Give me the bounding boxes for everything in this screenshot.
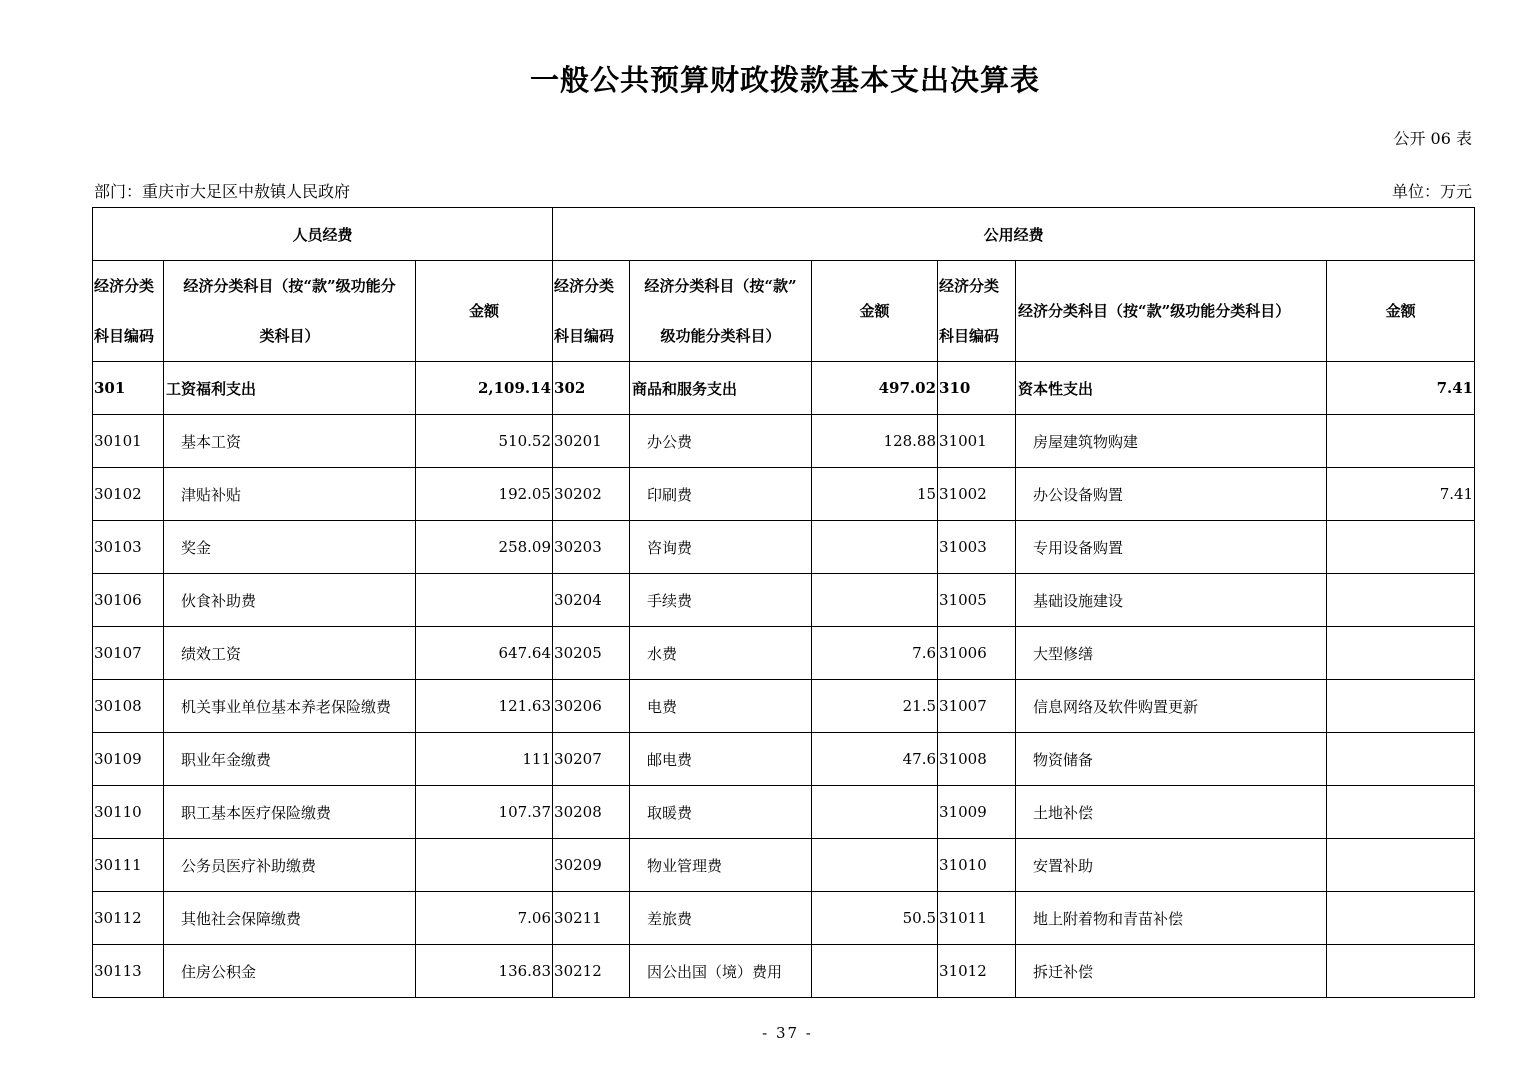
goods-services-name-cell: 邮电费 xyxy=(630,733,812,786)
table-number: 公开 06 表 xyxy=(1393,129,1472,148)
goods-services-amount-cell: 15 xyxy=(812,468,938,521)
capital-amount-cell xyxy=(1327,574,1475,627)
capital-name-cell: 资本性支出 xyxy=(1016,362,1327,415)
goods-services-amount-cell xyxy=(812,786,938,839)
personnel-name-cell: 奖金 xyxy=(164,521,416,574)
goods-services-amount-cell xyxy=(812,839,938,892)
goods-services-name-cell: 物业管理费 xyxy=(630,839,812,892)
capital-amount-cell xyxy=(1327,733,1475,786)
personnel-code-cell: 30106 xyxy=(93,574,164,627)
goods-services-name-cell: 咨询费 xyxy=(630,521,812,574)
amount-header-3: 金额 xyxy=(1327,261,1475,362)
personnel-code-cell: 30111 xyxy=(93,839,164,892)
capital-amount-cell xyxy=(1327,415,1475,468)
goods-services-amount-cell: 7.6 xyxy=(812,627,938,680)
personnel-amount-cell: 258.09 xyxy=(416,521,553,574)
capital-code-cell: 31005 xyxy=(938,574,1016,627)
table-row xyxy=(93,468,1475,521)
goods-services-code-cell: 30201 xyxy=(553,415,630,468)
personnel-amount-cell: 647.64 xyxy=(416,627,553,680)
code-header-line1: 经济分类 xyxy=(94,277,155,295)
capital-amount-cell: 7.41 xyxy=(1327,362,1475,415)
name-header-1 xyxy=(164,261,416,362)
name-header-2 xyxy=(630,261,812,362)
capital-code-cell: 31008 xyxy=(938,733,1016,786)
table-row xyxy=(93,839,1475,892)
goods-services-name-cell: 因公出国（境）费用 xyxy=(630,945,812,998)
personnel-amount-cell: 192.05 xyxy=(416,468,553,521)
personnel-name-cell: 津贴补贴 xyxy=(164,468,416,521)
capital-amount-cell xyxy=(1327,892,1475,945)
goods-services-code-cell: 30212 xyxy=(553,945,630,998)
personnel-code-cell: 30102 xyxy=(93,468,164,521)
code-header-line2: 科目编码 xyxy=(554,327,615,345)
goods-services-amount-cell xyxy=(812,521,938,574)
goods-services-name-cell: 水费 xyxy=(630,627,812,680)
code-header-line2: 科目编码 xyxy=(939,327,1000,345)
page-number: - 37 - xyxy=(762,1024,813,1042)
table-row xyxy=(93,786,1475,839)
personnel-code-cell: 30103 xyxy=(93,521,164,574)
capital-name-cell: 土地补偿 xyxy=(1016,786,1327,839)
name-header-2-line2: 级功能分类科目） xyxy=(660,327,781,345)
table-row xyxy=(93,415,1475,468)
goods-services-code-cell: 30209 xyxy=(553,839,630,892)
goods-services-name-cell: 取暖费 xyxy=(630,786,812,839)
personnel-name-cell: 公务员医疗补助缴费 xyxy=(164,839,416,892)
personnel-code-cell: 30112 xyxy=(93,892,164,945)
public-expense-header: 公用经费 xyxy=(553,208,1475,261)
goods-services-code-cell: 302 xyxy=(553,362,630,415)
capital-code-cell: 310 xyxy=(938,362,1016,415)
code-header-2 xyxy=(553,261,630,362)
capital-amount-cell xyxy=(1327,627,1475,680)
goods-services-amount-cell: 21.5 xyxy=(812,680,938,733)
capital-code-cell: 31003 xyxy=(938,521,1016,574)
goods-services-amount-cell xyxy=(812,574,938,627)
capital-code-cell: 31006 xyxy=(938,627,1016,680)
amount-header-1: 金额 xyxy=(416,261,553,362)
personnel-name-cell: 绩效工资 xyxy=(164,627,416,680)
page-title: 一般公共预算财政拨款基本支出决算表 xyxy=(529,63,1040,97)
capital-name-cell: 地上附着物和青苗补偿 xyxy=(1016,892,1327,945)
goods-services-code-cell: 30207 xyxy=(553,733,630,786)
capital-name-cell: 基础设施建设 xyxy=(1016,574,1327,627)
department-label: 部门：重庆市大足区中敖镇人民政府 xyxy=(94,182,351,201)
personnel-code-cell: 30107 xyxy=(93,627,164,680)
unit-label: 单位：万元 xyxy=(1391,182,1472,201)
capital-code-cell: 31011 xyxy=(938,892,1016,945)
goods-services-code-cell: 30205 xyxy=(553,627,630,680)
category-row xyxy=(93,362,1475,415)
capital-name-cell: 房屋建筑物购建 xyxy=(1016,415,1327,468)
capital-name-cell: 安置补助 xyxy=(1016,839,1327,892)
capital-code-cell: 31002 xyxy=(938,468,1016,521)
table-row xyxy=(93,574,1475,627)
goods-services-name-cell: 差旅费 xyxy=(630,892,812,945)
name-header-2-line1: 经济分类科目（按“款” xyxy=(644,277,797,295)
capital-name-cell: 办公设备购置 xyxy=(1016,468,1327,521)
capital-code-cell: 31009 xyxy=(938,786,1016,839)
goods-services-code-cell: 30203 xyxy=(553,521,630,574)
personnel-name-cell: 机关事业单位基本养老保险缴费 xyxy=(164,680,416,733)
code-header-line1: 经济分类 xyxy=(554,277,615,295)
goods-services-name-cell: 商品和服务支出 xyxy=(630,362,812,415)
goods-services-code-cell: 30206 xyxy=(553,680,630,733)
capital-name-cell: 物资储备 xyxy=(1016,733,1327,786)
personnel-code-cell: 301 xyxy=(93,362,164,415)
capital-amount-cell: 7.41 xyxy=(1327,468,1475,521)
personnel-amount-cell xyxy=(416,839,553,892)
goods-services-code-cell: 30202 xyxy=(553,468,630,521)
personnel-code-cell: 30113 xyxy=(93,945,164,998)
personnel-name-cell: 伙食补助费 xyxy=(164,574,416,627)
personnel-amount-cell: 510.52 xyxy=(416,415,553,468)
capital-code-cell: 31007 xyxy=(938,680,1016,733)
personnel-name-cell: 基本工资 xyxy=(164,415,416,468)
name-header-1-line1: 经济分类科目（按“款”级功能分 xyxy=(183,277,396,295)
goods-services-name-cell: 印刷费 xyxy=(630,468,812,521)
goods-services-name-cell: 手续费 xyxy=(630,574,812,627)
personnel-code-cell: 30110 xyxy=(93,786,164,839)
table-row xyxy=(93,945,1475,998)
personnel-amount-cell xyxy=(416,574,553,627)
goods-services-code-cell: 30208 xyxy=(553,786,630,839)
personnel-amount-cell: 107.37 xyxy=(416,786,553,839)
personnel-amount-cell: 111 xyxy=(416,733,553,786)
capital-name-cell: 大型修缮 xyxy=(1016,627,1327,680)
amount-header-2: 金额 xyxy=(812,261,938,362)
capital-code-cell: 31010 xyxy=(938,839,1016,892)
table-row xyxy=(93,521,1475,574)
goods-services-name-cell: 办公费 xyxy=(630,415,812,468)
capital-name-cell: 专用设备购置 xyxy=(1016,521,1327,574)
goods-services-name-cell: 电费 xyxy=(630,680,812,733)
capital-amount-cell xyxy=(1327,839,1475,892)
personnel-expense-header: 人员经费 xyxy=(93,208,553,261)
table-row xyxy=(93,627,1475,680)
expenditure-table xyxy=(92,207,1475,998)
capital-code-cell: 31012 xyxy=(938,945,1016,998)
capital-amount-cell xyxy=(1327,680,1475,733)
personnel-amount-cell: 136.83 xyxy=(416,945,553,998)
column-header-row xyxy=(93,261,1475,362)
capital-name-cell: 拆迁补偿 xyxy=(1016,945,1327,998)
capital-name-cell: 信息网络及软件购置更新 xyxy=(1016,680,1327,733)
personnel-name-cell: 其他社会保障缴费 xyxy=(164,892,416,945)
goods-services-amount-cell: 497.02 xyxy=(812,362,938,415)
table-row xyxy=(93,733,1475,786)
goods-services-code-cell: 30211 xyxy=(553,892,630,945)
capital-amount-cell xyxy=(1327,521,1475,574)
personnel-amount-cell: 2,109.14 xyxy=(416,362,553,415)
personnel-code-cell: 30101 xyxy=(93,415,164,468)
group-header-row xyxy=(93,208,1475,261)
goods-services-amount-cell xyxy=(812,945,938,998)
code-header-line2: 科目编码 xyxy=(94,327,155,345)
table-row xyxy=(93,680,1475,733)
personnel-name-cell: 工资福利支出 xyxy=(164,362,416,415)
table-row xyxy=(93,892,1475,945)
goods-services-amount-cell: 128.88 xyxy=(812,415,938,468)
capital-amount-cell xyxy=(1327,786,1475,839)
personnel-name-cell: 职工基本医疗保险缴费 xyxy=(164,786,416,839)
code-header-3 xyxy=(938,261,1016,362)
personnel-amount-cell: 7.06 xyxy=(416,892,553,945)
goods-services-code-cell: 30204 xyxy=(553,574,630,627)
personnel-code-cell: 30109 xyxy=(93,733,164,786)
name-header-3: 经济分类科目（按“款”级功能分类科目） xyxy=(1016,261,1327,362)
capital-amount-cell xyxy=(1327,945,1475,998)
personnel-name-cell: 住房公积金 xyxy=(164,945,416,998)
capital-code-cell: 31001 xyxy=(938,415,1016,468)
personnel-amount-cell: 121.63 xyxy=(416,680,553,733)
goods-services-amount-cell: 47.6 xyxy=(812,733,938,786)
personnel-code-cell: 30108 xyxy=(93,680,164,733)
code-header-line1: 经济分类 xyxy=(939,277,1000,295)
name-header-1-line2: 类科目） xyxy=(259,327,320,345)
personnel-name-cell: 职业年金缴费 xyxy=(164,733,416,786)
code-header-1 xyxy=(93,261,164,362)
goods-services-amount-cell: 50.5 xyxy=(812,892,938,945)
